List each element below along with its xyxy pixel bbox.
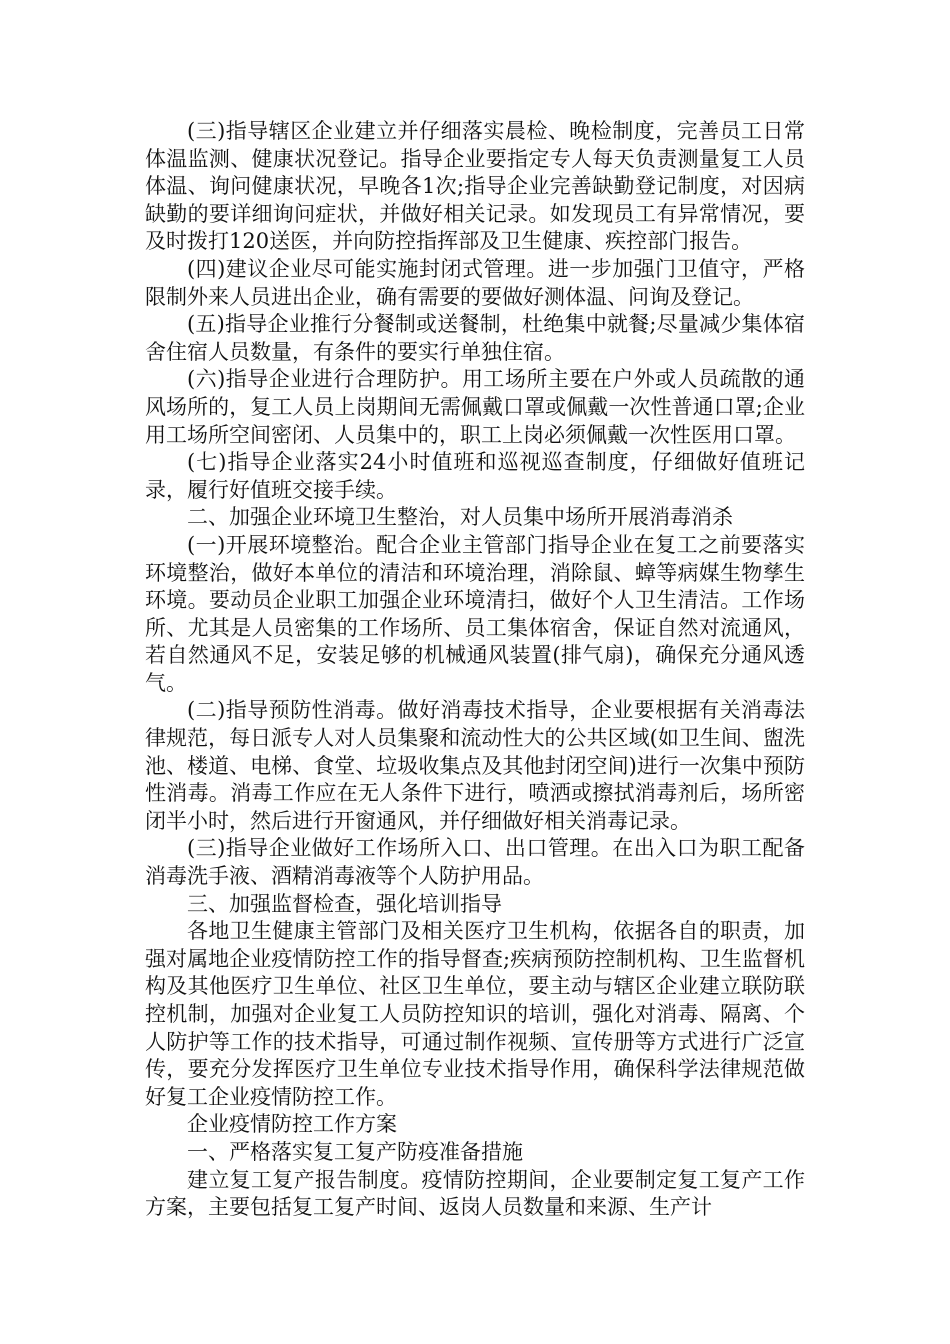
section-heading-preparation: 一、严格落实复工复产防疫准备措施 [187,1139,523,1164]
paragraph-report-system: 建立复工复产报告制度。疫情防控期间，企业要制定复工复产工作方案，主要包括复工复产时间、返岗人员数量和来源、生产计 [145,1167,805,1220]
section-heading-environment: 二、加强企业环境卫生整治，对人员集中场所开展消毒消杀 [187,505,733,530]
paragraph-closed-management: (四)建议企业尽可能实施封闭式管理。进一步加强门卫值守，严格限制外来人员进出企业，确有需要的要做好测体温、问询及登记。 [145,256,805,309]
paragraph-morning-check: (三)指导辖区企业建立并仔细落实晨检、晚检制度，完善员工日常体温监测、健康状况登记。指导企业要指定专人每天负责测量复工人员体温、询问健康状况，早晚各1次;指导企业完善缺勤登记制度，对因病缺勤的要详细询问症状，并做好相关记录。如发现员工有异常情况，要及时拨打120送医，并向防控指挥部及卫生健康、疾控部门报告。 [145,119,805,254]
paragraph-separate-meals: (五)指导企业推行分餐制或送餐制，杜绝集中就餐;尽量减少集体宿舍住宿人员数量，有条件的要实行单独住宿。 [145,312,805,364]
paragraph-supervision: 各地卫生健康主管部门及相关医疗卫生机构，依据各自的职责，加强对属地企业疫情防控工作的指导督查;疾病预防控制机构、卫生监督机构及其他医疗卫生单位、社区卫生单位，要主动与辖区企业建立联防联控机制，加强对企业复工人员防控知识的培训，强化对消毒、隔离、个人防护等工作的技术指导，可通过制作视频、宣传册等方式进行广泛宣传，要充分发挥医疗卫生单位专业技术指导作用，确保科学法律规范做好复工企业疫情防控工作。 [145,919,805,1109]
paragraph-entrance-management: (三)指导企业做好工作场所入口、出口管理。在出入口为职工配备消毒洗手液、酒精消毒液等个人防护用品。 [145,836,805,889]
paragraph-protection: (六)指导企业进行合理防护。用工场所主要在户外或人员疏散的通风场所的，复工人员上岗期间无需佩戴口罩或佩戴一次性普通口罩;企业用工场所空间密闭、人员集中的，职工上岗必须佩戴一次性医用口罩。 [145,367,805,447]
section-heading-supervision: 三、加强监督检查，强化培训指导 [187,891,502,916]
document-subtitle: 企业疫情防控工作方案 [187,1112,397,1137]
document-page [145,118,805,1222]
paragraph-preventive-disinfection: (二)指导预防性消毒。做好消毒技术指导，企业要根据有关消毒法律规范，每日派专人对人员集聚和流动性大的公共区域(如卫生间、盥洗池、楼道、电梯、食堂、垃圾收集点及其他封闭空间)进行一次集中预防性消毒。消毒工作应在无人条件下进行，喷洒或擦拭消毒剂后，场所密闭半小时，然后进行开窗通风，并仔细做好相关消毒记录。 [145,698,805,833]
paragraph-duty-system: (七)指导企业落实24小时值班和巡视巡查制度，仔细做好值班记录，履行好值班交接手续。 [145,450,805,502]
paragraph-environment-cleanup: (一)开展环境整治。配合企业主管部门指导企业在复工之前要落实环境整治，做好本单位的清洁和环境治理，消除鼠、蟑等病媒生物孳生环境。要动员企业职工加强企业环境清扫，做好个人卫生清洁。工作场所、尤其是人员密集的工作场所、员工集体宿舍，保证自然对流通风，若自然通风不足，安装足够的机械通风装置(排气扇)，确保充分通风透气。 [145,532,805,695]
